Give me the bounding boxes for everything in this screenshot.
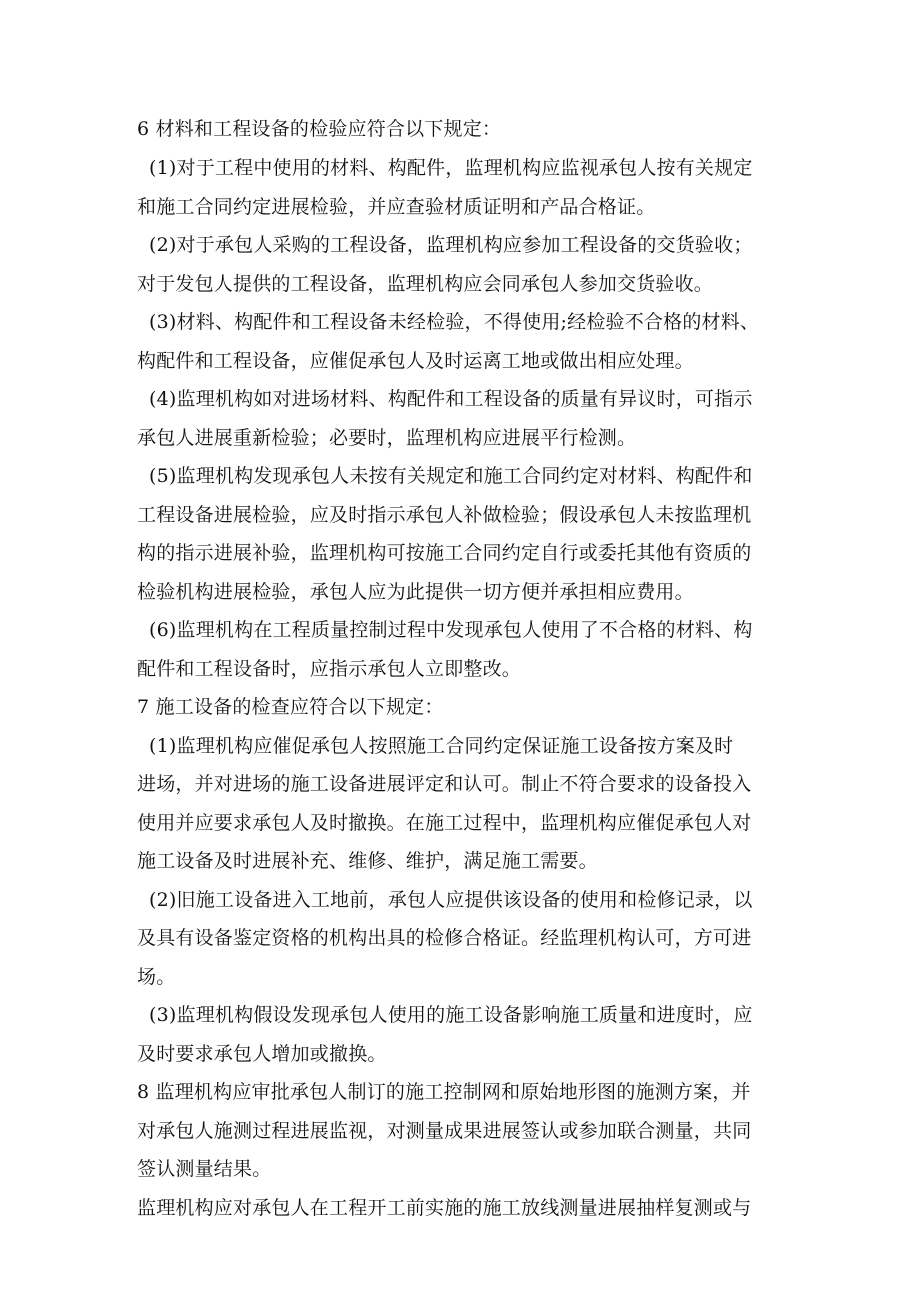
paragraph-line: (2)对于承包人采购的工程设备，监理机构应参加工程设备的交货验收； <box>149 234 753 256</box>
paragraph-line: (5)监理机构发现承包人未按有关规定和施工合同约定对材料、构配件和 <box>149 465 753 487</box>
paragraph-line: 进场，并对进场的施工设备进展评定和认可。制止不符合要求的设备投入 <box>137 773 752 795</box>
paragraph-line: (3)监理机构假设发现承包人使用的施工设备影响施工质量和进度时，应 <box>149 1004 753 1026</box>
paragraph-line: (6)监理机构在工程质量控制过程中发现承包人使用了不合格的材料、构 <box>149 619 753 641</box>
paragraph-line: 使用并应要求承包人及时撤换。在施工过程中，监理机构应催促承包人对 <box>137 812 752 834</box>
paragraph-line: 配件和工程设备时，应指示承包人立即整改。 <box>137 658 522 680</box>
heading-7: 7 施工设备的检查应符合以下规定： <box>137 696 444 718</box>
paragraph-line: 检验机构进展检验，承包人应为此提供一切方便并承担相应费用。 <box>137 581 694 603</box>
paragraph-line: 监理机构应对承包人在工程开工前实施的施工放线测量进展抽样复测或与 <box>137 1197 752 1219</box>
paragraph-line: 构配件和工程设备，应催促承包人及时运离工地或做出相应处理。 <box>137 350 694 372</box>
heading-6: 6 材料和工程设备的检验应符合以下规定： <box>137 118 502 140</box>
paragraph-line: 场。 <box>137 966 176 988</box>
paragraph-line: 及时要求承包人增加或撤换。 <box>137 1043 387 1065</box>
paragraph-line: (1)监理机构应催促承包人按照施工合同约定保证施工设备按方案及时 <box>149 735 734 757</box>
paragraph-line: (2)旧施工设备进入工地前，承包人应提供该设备的使用和检修记录，以 <box>149 889 753 911</box>
paragraph-line: 及具有设备鉴定资格的机构出具的检修合格证。经监理机构认可，方可进 <box>137 927 752 949</box>
paragraph-line: 和施工合同约定进展检验，并应查验材质证明和产品合格证。 <box>137 196 656 218</box>
paragraph-line: 构的指示进展补验，监理机构可按施工合同约定自行或委托其他有资质的 <box>137 542 752 564</box>
paragraph-line: 签认测量结果。 <box>137 1158 272 1180</box>
paragraph-line: 施工设备及时进展补充、维修、维护，满足施工需要。 <box>137 850 598 872</box>
paragraph-line: 承包人进展重新检验；必要时，监理机构应进展平行检测。 <box>137 427 637 449</box>
paragraph-line: (4)监理机构如对进场材料、构配件和工程设备的质量有异议时，可指示 <box>149 388 753 410</box>
paragraph-line: 工程设备进展检验，应及时指示承包人补做检验；假设承包人未按监理机 <box>137 504 752 526</box>
paragraph-line: 对承包人施测过程进展监视，对测量成果进展签认或参加联合测量，共同 <box>137 1120 752 1142</box>
heading-8: 8 监理机构应审批承包人制订的施工控制网和原始地形图的施测方案，并 <box>137 1081 751 1103</box>
paragraph-line: 对于发包人提供的工程设备，监理机构应会同承包人参加交货验收。 <box>137 273 714 295</box>
paragraph-line: (3)材料、构配件和工程设备未经检验，不得使用;经检验不合格的材料、 <box>149 311 760 333</box>
paragraph-line: (1)对于工程中使用的材料、构配件，监理机构应监视承包人按有关规定 <box>149 157 753 179</box>
